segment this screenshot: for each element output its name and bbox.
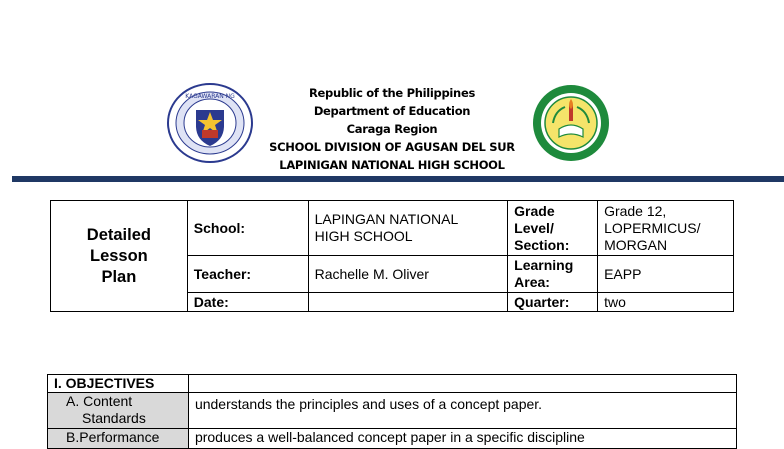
deped-seal-logo [166, 82, 254, 164]
date-value [308, 293, 508, 312]
grade-value-line3: MORGAN [604, 236, 668, 253]
objectives-heading-blank [188, 375, 736, 393]
header-division: SCHOOL DIVISION OF AGUSAN DEL SUR [269, 140, 515, 154]
objectives-table [47, 374, 737, 449]
header-school: LAPINIGAN NATIONAL HIGH SCHOOL [279, 158, 505, 172]
area-value: EAPP [598, 256, 734, 293]
school-seal-logo [531, 83, 611, 163]
content-standards-label-line1: A. Content [66, 393, 133, 409]
area-label [508, 256, 598, 293]
dlp-title-cell [51, 201, 188, 312]
grade-value [598, 201, 734, 256]
content-standards-label-line2: Standards [82, 410, 146, 426]
header-divider [12, 176, 784, 182]
dlp-title-line2: Lesson [89, 246, 148, 265]
area-label-line1: Learning [514, 257, 574, 273]
performance-standards-label: B.Performance [48, 429, 189, 449]
quarter-label: Quarter: [508, 293, 598, 312]
header-department: Department of Education [313, 104, 471, 118]
grade-label [508, 201, 598, 256]
dlp-title-line3: Plan [101, 267, 137, 286]
letterhead [262, 84, 522, 174]
teacher-label: Teacher: [187, 256, 308, 293]
date-label: Date: [187, 293, 308, 312]
grade-value-line2: LOPERMICUS/ [604, 219, 701, 236]
school-value-line2: HIGH SCHOOL [314, 228, 413, 244]
quarter-value: two [598, 293, 734, 312]
grade-label-line1: Grade [514, 202, 555, 219]
content-standards-value: understands the principles and uses of a concept paper. [188, 393, 736, 429]
performance-standards-value: produces a well-balanced concept paper in a specific discipline [188, 429, 736, 449]
grade-label-line2: Level/ [514, 219, 554, 236]
grade-value-line1: Grade 12, [604, 202, 667, 219]
objectives-heading: I. OBJECTIVES [48, 375, 189, 393]
school-value [308, 201, 508, 256]
lesson-info-table [50, 200, 734, 312]
dlp-title-line1: Detailed [86, 225, 151, 244]
content-standards-label [48, 393, 189, 429]
school-value-line1: LAPINGAN NATIONAL [314, 211, 459, 227]
header-republic: Republic of the Philippines [309, 86, 475, 100]
area-label-line2: Area: [514, 274, 550, 290]
teacher-value: Rachelle M. Oliver [308, 256, 508, 293]
header-region: Caraga Region [346, 122, 438, 136]
grade-label-line3: Section: [514, 236, 570, 253]
school-label: School: [187, 201, 308, 256]
svg-text:KAGAWARAN NG: KAGAWARAN NG [185, 93, 235, 100]
